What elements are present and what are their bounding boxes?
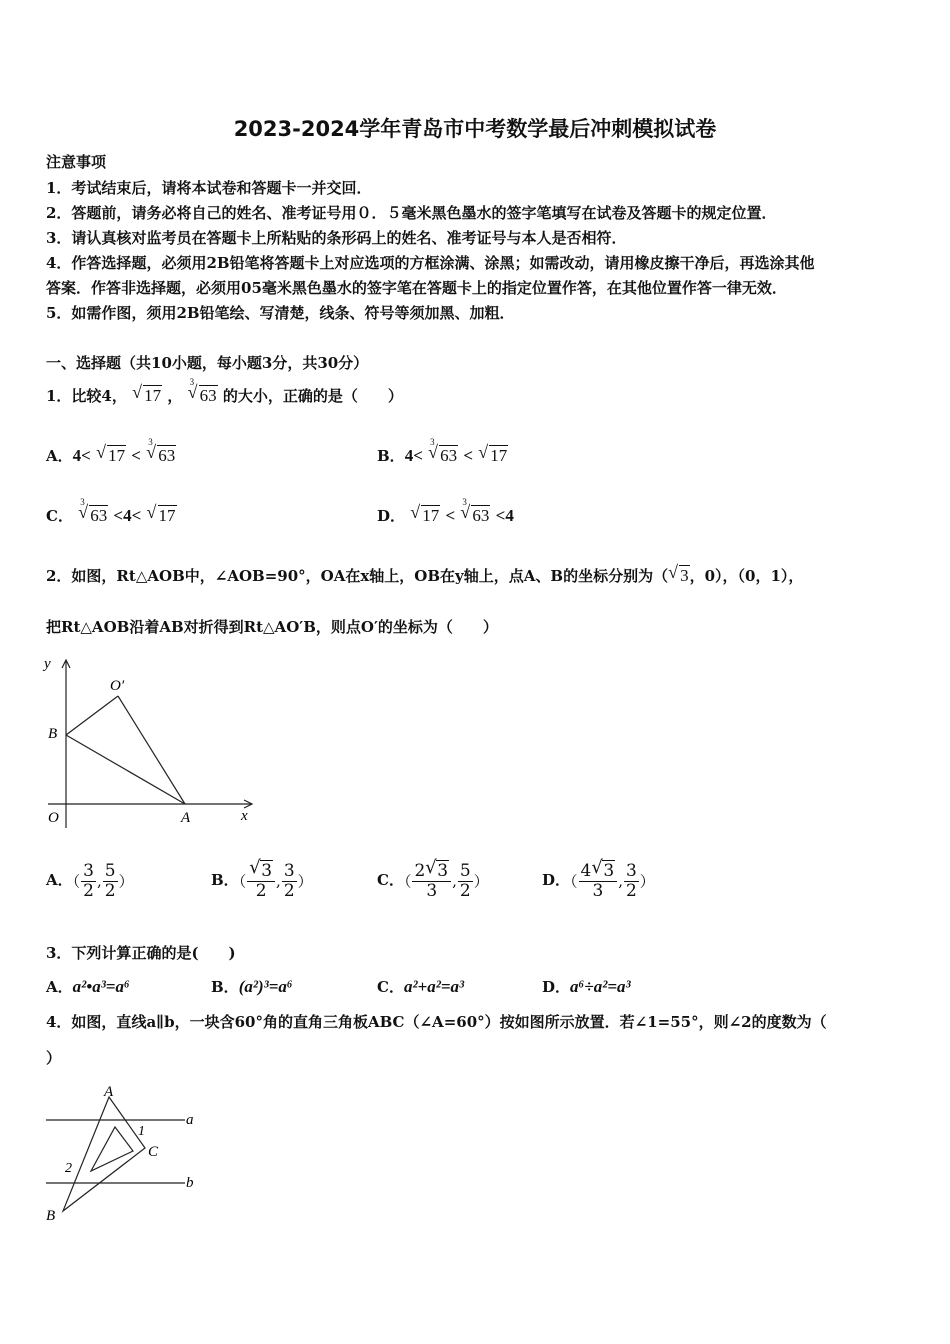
q1-option-d: D． √ 17 < √ 3 63 <4 — [377, 505, 514, 526]
q1-cbrt63: √ 3 63 — [188, 386, 218, 406]
q1-suffix: 的大小，正确的是（ ） — [222, 387, 403, 405]
label-a: A — [181, 810, 191, 826]
triangle-inner — [91, 1127, 133, 1171]
notice-item-2: 2．答题前，请务必将自己的姓名、准考证号用０．５毫米黑色墨水的签字笔填写在试卷及答题卡的规定位置． — [46, 204, 777, 222]
label-a-vertex: A — [104, 1084, 114, 1100]
q2-stem-line1: 2．如图，Rt△AOB中，∠AOB=90°，OA在x轴上，OB在y轴上，点A、B的坐标分别为（√ 3，0），（0，1）， — [46, 565, 803, 586]
q1-sqrt17: √ 17 — [132, 386, 162, 406]
q4-triangle-figure — [40, 1078, 210, 1228]
q2-option-c: C．（ $\frac{2√ 3}{3}$ , $\frac{5}{2}$ ） — [377, 862, 489, 900]
q1-stem: 1．比较4， √ 17 ， √ 3 63 的大小，正确的是（ ） — [46, 385, 403, 406]
label-y: y — [44, 656, 51, 672]
q1-option-c: C． √ 3 63 <4< √ 17 — [46, 505, 177, 526]
q1-option-b: B．4< √ 3 63 < √ 17 — [377, 445, 508, 466]
notice-item-3: 3．请认真核对监考员在答题卡上所粘贴的条形码上的姓名、准考证号与本人是否相符． — [46, 229, 627, 247]
q3-option-b: B．(a²)³=a⁶ — [211, 977, 293, 996]
q3-option-c: C．a²+a²=a³ — [377, 977, 465, 996]
notice-heading: 注意事项 — [46, 153, 107, 171]
segment-ba — [66, 735, 185, 804]
segment-bo-prime — [66, 696, 118, 735]
section-heading: 一、选择题（共10小题，每小题3分，共30分） — [46, 354, 369, 372]
label-x: x — [241, 808, 248, 824]
q2-stem-line2: 把Rt△AOB沿着AB对折得到Rt△AO′B，则点O′的坐标为（ ） — [46, 618, 498, 636]
q3-option-d: D．a⁶÷a²=a³ — [542, 977, 631, 996]
notice-item-1: 1．考试结束后，请将本试卷和答题卡一并交回． — [46, 179, 372, 197]
label-line-b: b — [186, 1175, 194, 1191]
notice-item-4: 4．作答选择题，必须用2B铅笔将答题卡上对应选项的方框涂满、涂黑；如需改动，请用橡皮擦干净后，再选涂其他 — [46, 254, 815, 272]
q1-prefix: 1．比较4， — [46, 387, 127, 405]
q4-stem-line2: ） — [46, 1049, 62, 1067]
label-b-vertex: B — [46, 1208, 56, 1224]
notice-item-4-cont: 答案．作答非选择题，必须用05毫米黑色墨水的签字笔在答题卡上的指定位置作答，在其他位置作答一律无效． — [46, 279, 787, 297]
segment-o-prime-a — [118, 696, 185, 804]
label-o-prime: O′ — [110, 678, 125, 694]
notice-item-5: 5．如需作图，须用2B铅笔绘、写清楚，线条、符号等须加黑、加粗． — [46, 304, 515, 322]
q4-stem-line1: 4．如图，直线a∥b，一块含60°角的直角三角板ABC（∠A=60°）按如图所示放置．若∠1=55°，则∠2的度数为（ — [46, 1013, 827, 1031]
triangle-outer — [63, 1097, 145, 1211]
label-angle-1: 1 — [138, 1124, 145, 1139]
label-line-a: a — [186, 1112, 194, 1128]
q2-coordinate-figure — [40, 650, 260, 835]
q3-stem: 3．下列计算正确的是( ) — [46, 944, 236, 962]
label-c-vertex: C — [148, 1144, 159, 1160]
q3-option-a: A．a²•a³=a⁶ — [46, 977, 130, 996]
q2-option-a: A．（ $\frac{3}{2}$ , $\frac{5}{2}$ ） — [46, 861, 134, 901]
q2-option-b: B．（ √ $\frac{3}{2}$ , $\frac{3}{2}$ ） — [211, 862, 313, 900]
page-title: 2023-2024学年青岛市中考数学最后冲刺模拟试卷 — [233, 117, 717, 141]
q2-option-d: D．（ $\frac{4√ 3}{3}$ , $\frac{3}{2}$ ） — [542, 862, 655, 900]
label-angle-2: 2 — [65, 1161, 72, 1176]
label-b: B — [48, 726, 58, 742]
label-o: O — [48, 810, 59, 826]
q1-option-a: A．4< √ 17 < √ 3 63 — [46, 445, 176, 466]
